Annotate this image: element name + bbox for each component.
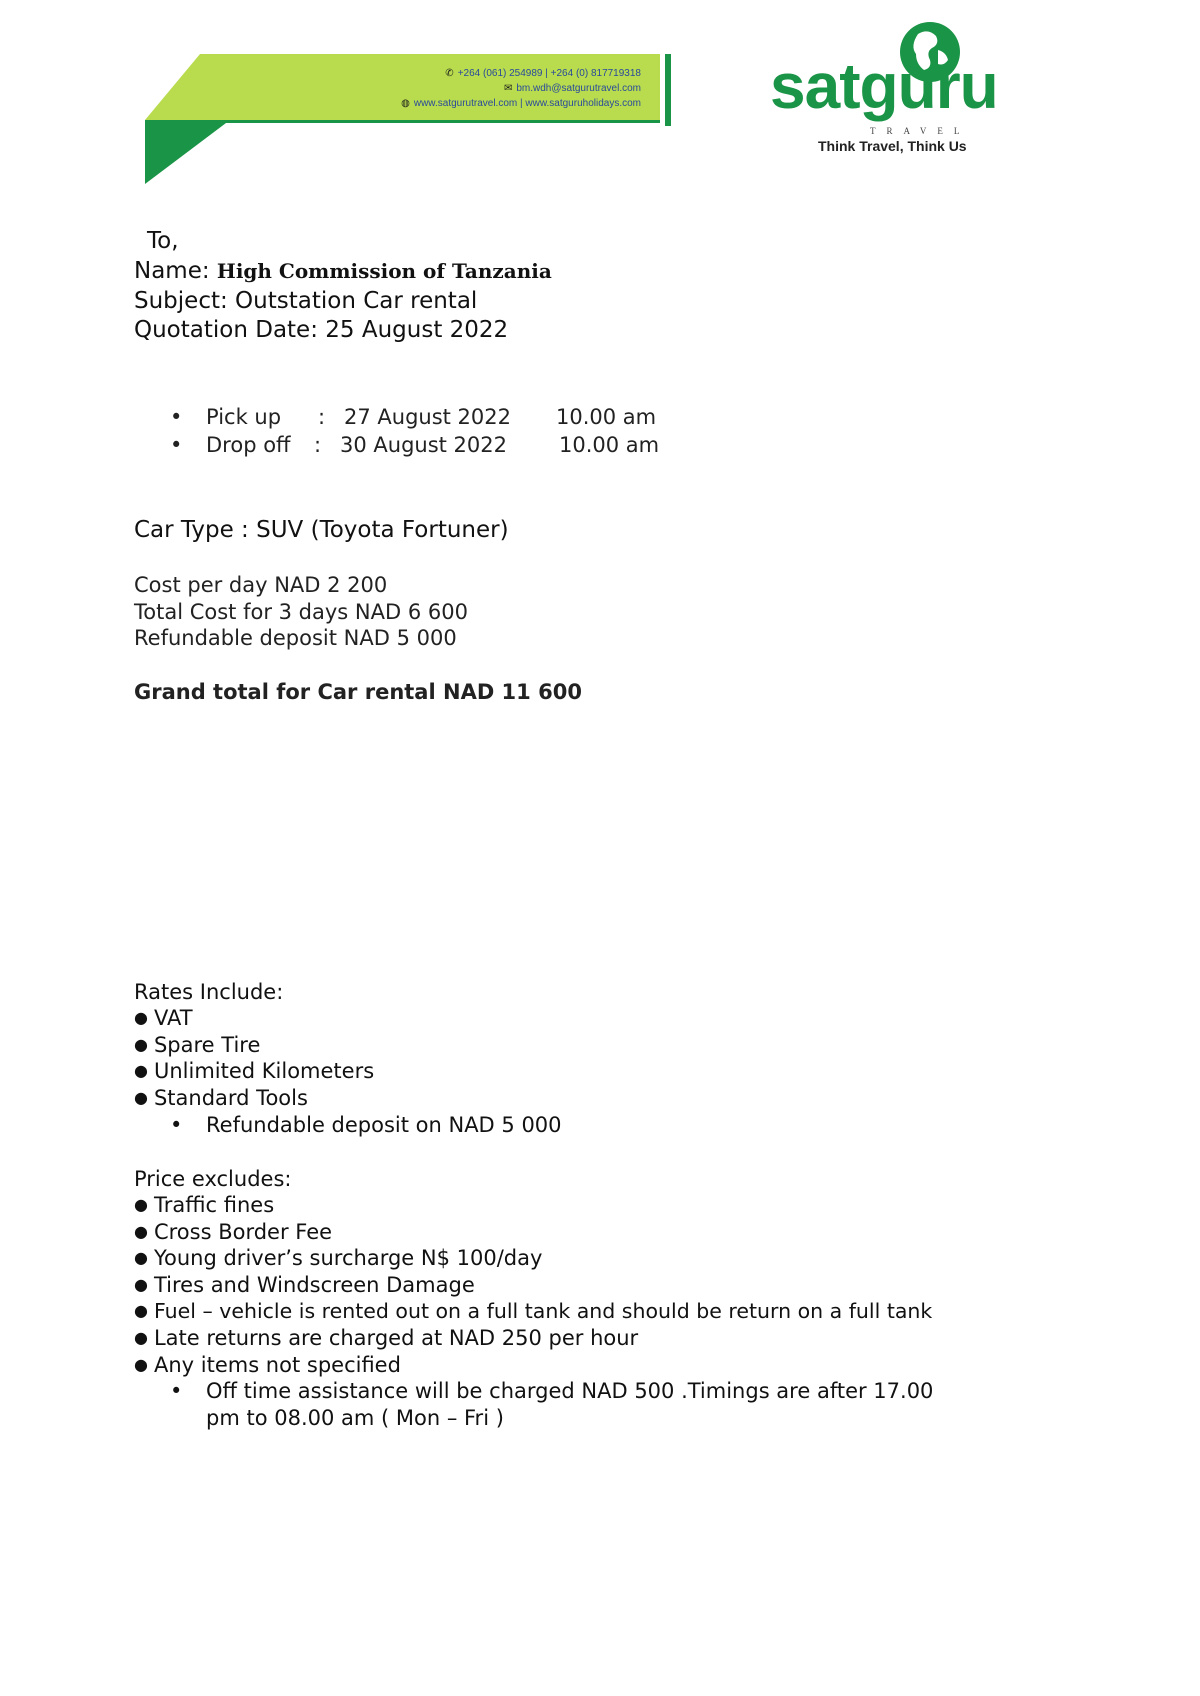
- bullet: ●: [134, 1061, 148, 1080]
- bullet: •: [170, 433, 183, 457]
- grand-total: Grand total for Car rental NAD 11 600: [134, 680, 582, 704]
- logo-tagline: Think Travel, Think Us: [818, 138, 967, 154]
- to-line: To,: [147, 228, 179, 254]
- refundable-deposit: Refundable deposit NAD 5 000: [134, 626, 457, 650]
- includes-item: ● VAT: [134, 1006, 193, 1030]
- logo-wordmark: satguru: [770, 50, 998, 122]
- contact-email: ✉ bm.wdh@satgurutravel.com: [503, 83, 641, 94]
- excludes-item: ● Tires and Windscreen Damage: [134, 1273, 475, 1297]
- logo-subtitle: TRAVEL: [870, 126, 971, 136]
- subject-line: Subject: Outstation Car rental: [134, 288, 478, 314]
- bullet: ●: [134, 1275, 148, 1294]
- includes-title: Rates Include:: [134, 980, 284, 1004]
- includes-item: ● Standard Tools: [134, 1086, 308, 1110]
- name-line: Name: High Commission of Tanzania: [134, 258, 552, 284]
- bullet: ●: [134, 1301, 148, 1320]
- bullet: •: [170, 1379, 183, 1403]
- envelope-icon: ✉: [503, 83, 513, 94]
- contact-web: ◍ www.satgurutravel.com | www.satguruholidays.com: [401, 98, 641, 109]
- car-type: Car Type : SUV (Toyota Fortuner): [134, 517, 509, 543]
- company-logo: [770, 16, 1050, 154]
- excludes-sub-item-continued: pm to 08.00 am ( Mon – Fri ): [206, 1406, 504, 1430]
- excludes-sub-item: • Off time assistance will be charged NAD 500 .Timings are after 17.00: [170, 1379, 934, 1403]
- excludes-title: Price excludes:: [134, 1167, 292, 1191]
- quotation-date: Quotation Date: 25 August 2022: [134, 317, 509, 343]
- includes-item: ● Unlimited Kilometers: [134, 1059, 375, 1083]
- bullet: ●: [134, 1355, 148, 1374]
- bullet: ●: [134, 1035, 148, 1054]
- excludes-item: ● Cross Border Fee: [134, 1220, 333, 1244]
- excludes-item: ● Traffic fines: [134, 1193, 275, 1217]
- excludes-item: ● Late returns are charged at NAD 250 per hour: [134, 1326, 639, 1350]
- bullet: ●: [134, 1222, 148, 1241]
- bullet: ●: [134, 1248, 148, 1267]
- dropoff-item: • Drop off : 30 August 2022 10.00 am: [170, 433, 660, 457]
- includes-sub-item: • Refundable deposit on NAD 5 000: [170, 1113, 562, 1137]
- globe-icon: ◍: [401, 98, 410, 109]
- bullet: ●: [134, 1008, 148, 1027]
- excludes-item: ● Young driver’s surcharge N$ 100/day: [134, 1246, 543, 1270]
- bullet: •: [170, 405, 183, 429]
- bullet: •: [170, 1113, 183, 1137]
- total-cost: Total Cost for 3 days NAD 6 600: [134, 600, 468, 624]
- bullet: ●: [134, 1195, 148, 1214]
- excludes-item: ● Any items not specified: [134, 1353, 401, 1377]
- bullet: ●: [134, 1088, 148, 1107]
- contact-phone: ✆ +264 (061) 254989 | +264 (0) 817719318: [445, 68, 641, 79]
- pickup-item: • Pick up : 27 August 2022 10.00 am: [170, 405, 657, 429]
- cost-per-day: Cost per day NAD 2 200: [134, 573, 388, 597]
- bullet: ●: [134, 1328, 148, 1347]
- excludes-item: ● Fuel – vehicle is rented out on a full tank and should be return on a full tank: [134, 1299, 933, 1323]
- recipient-name: High Commission of Tanzania: [216, 259, 552, 283]
- letterhead-banner: [145, 52, 675, 190]
- phone-icon: ✆: [445, 68, 454, 79]
- includes-item: ● Spare Tire: [134, 1033, 261, 1057]
